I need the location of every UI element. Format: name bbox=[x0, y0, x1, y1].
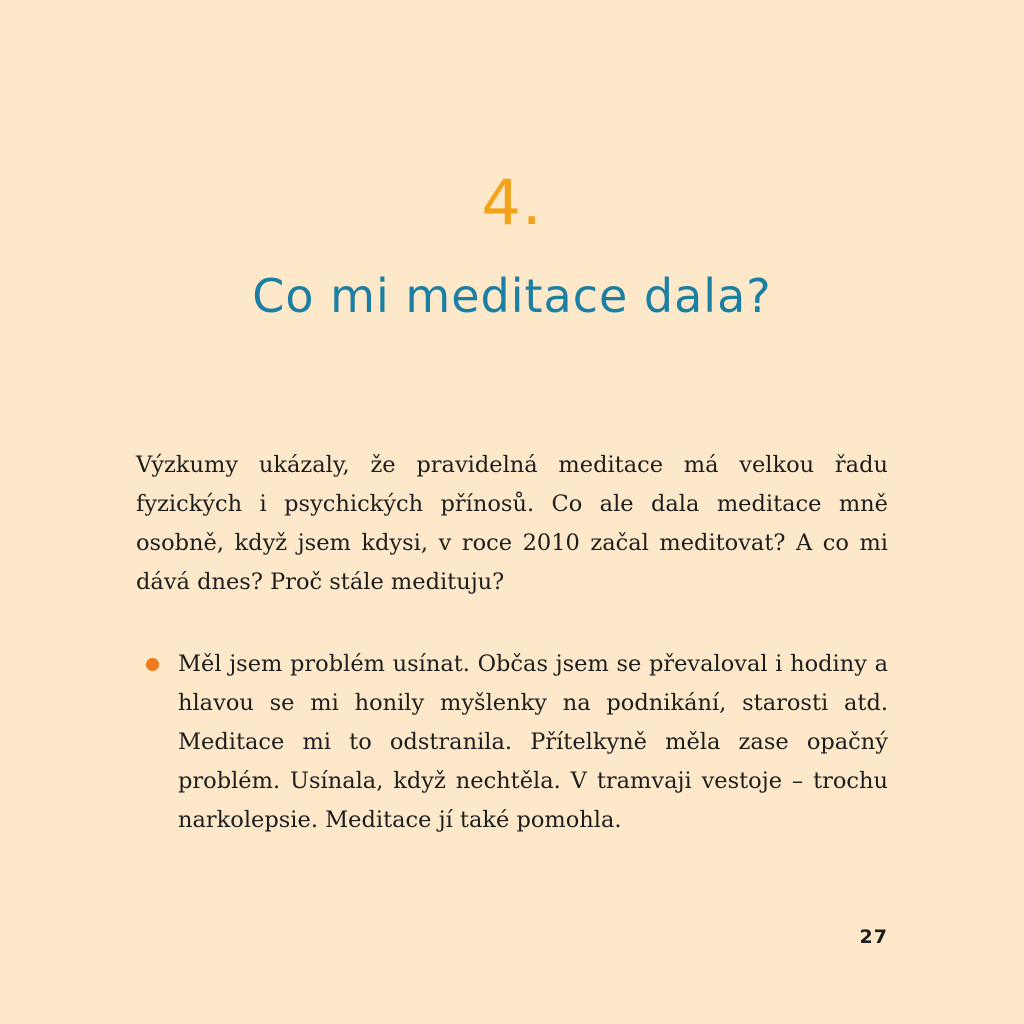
bullet-list bbox=[136, 645, 888, 840]
list-item bbox=[136, 645, 888, 840]
chapter-number: 4. bbox=[481, 166, 543, 239]
page-number: 27 bbox=[859, 926, 888, 948]
bullet-dot-icon bbox=[146, 658, 159, 671]
chapter-title: Co mi meditace dala? bbox=[252, 269, 772, 323]
intro-paragraph: Výzkumy ukázaly, že pravidelná meditace má velkou řadu fyzických i psychických přínosů. Co ale dala meditace mně osobně, když jsem kdysi, v roce 2010 začal meditovat? A co mi dává dnes? Proč stále medituju? bbox=[136, 452, 888, 595]
list-item-text: Měl jsem problém usínat. Občas jsem se převaloval i hodiny a hlavou se mi honily myšlenky na podnikání, starosti atd. Meditace mi to odstranila. Přítelkyně měla zase opačný problém. Usínala, když nechtěla. V tramvaji vestoje – trochu narkolepsie. Meditace jí také pomohla. bbox=[178, 651, 888, 833]
